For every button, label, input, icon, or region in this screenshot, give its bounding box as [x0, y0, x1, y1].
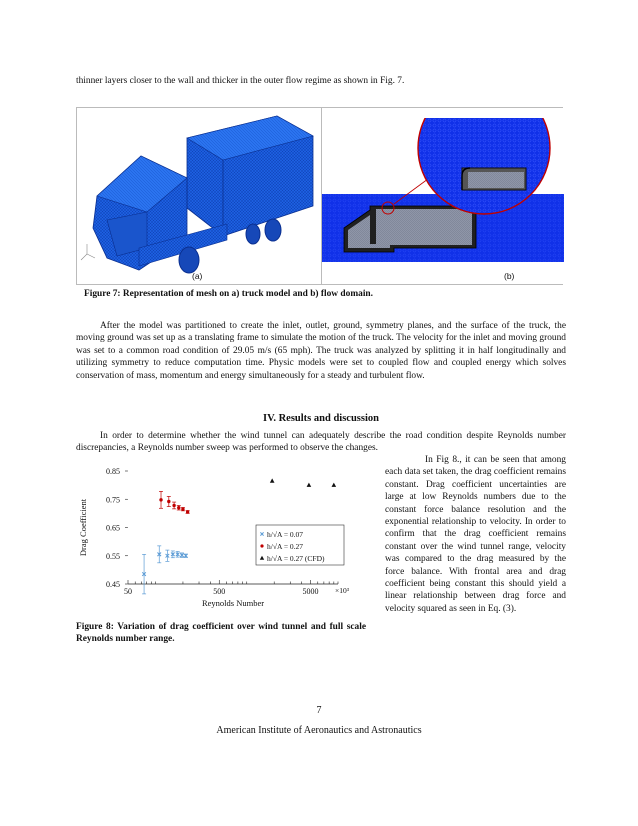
data-point [332, 483, 337, 487]
x-tick-label: 5000 [302, 587, 319, 596]
y-tick-label: 0.55 [106, 551, 120, 561]
panel-b-label: (b) [504, 271, 515, 281]
data-point [159, 498, 162, 501]
legend-label: h/√A = 0.27 (CFD) [267, 554, 325, 563]
paragraph-reynolds-sweep: In order to determine whether the wind tunnel can adequately describe the road condition despite Reynolds number discrepancies, a Reynolds number sweep was performed to observe the changes. [76, 431, 566, 454]
data-point [270, 478, 275, 482]
legend-label: h/√A = 0.07 [267, 530, 304, 539]
x-tick-label: 50 [124, 587, 132, 596]
flow-domain-panel [321, 108, 563, 284]
y-tick-label: 0.75 [106, 495, 120, 505]
legend-label: h/√A = 0.27 [267, 542, 304, 551]
truck-mesh-image [77, 108, 321, 284]
x-tick-label: 500 [213, 587, 226, 596]
panel-a-label: (a) [192, 271, 203, 281]
flow-domain-mesh-image [322, 108, 564, 284]
figure-8-caption: Figure 8: Variation of drag coefficient over wind tunnel and full scale Reynolds number range. [76, 622, 366, 644]
figure-8-chart [76, 455, 358, 615]
data-point [167, 500, 170, 503]
data-point [186, 510, 189, 513]
page-footer: American Institute of Aeronautics and Astronautics [216, 725, 422, 736]
data-point [181, 507, 184, 510]
data-point [177, 506, 180, 509]
section-heading: IV. Results and discussion [263, 413, 379, 424]
x-multiplier-label: ×10³ [335, 586, 349, 595]
y-axis-label: Drag Coefficient [78, 498, 88, 557]
side-text: In Fig 8., it can be seen that among each data set taken, the drag coefficient remains constant. Drag coefficient uncertainties are large at low Reynolds numbers due to the constant force balance resolution and the exponential relationship to velocity. In order to confirm that the drag coefficient remains constant over the wind tunnel range, velocity was compared to the drag measured by the force balance. With frontal area and drag coefficient being constant this should yield a linear relationship between drag force and velocity squared as seen in Eq. (3). [385, 455, 566, 614]
data-point [172, 504, 175, 507]
page-number: 7 [316, 705, 322, 716]
paragraph-mesh-setup: After the model was partitioned to create the inlet, outlet, ground, symmetry planes, and the surface of the truck, the moving ground was set up as a translating frame to simulate the motion of the truck. The velocity for the inlet and moving ground was set to a common road condition of 29.05 m/s (65 mph). The truck was analyzed by splitting it in half longitudinally and utilizing symmetry to reduce computation time. Physic models were set to coupled flow and coupled energy which solves conservation of mass, momentum and energy simultaneously for a steady and turbulent flow. [76, 321, 566, 381]
figure-7 [76, 107, 563, 285]
y-tick-label: 0.85 [106, 467, 120, 476]
top-line: thinner layers closer to the wall and thicker in the outer flow regime as shown in Fig. 7. [76, 76, 405, 86]
y-tick-label: 0.65 [106, 523, 120, 533]
x-axis-label: Reynolds Number [201, 598, 265, 608]
figure-7-caption: Figure 7: Representation of mesh on a) truck model and b) flow domain. [84, 289, 373, 299]
y-tick-label: 0.45 [106, 580, 120, 589]
data-point [307, 483, 312, 487]
truck-mesh-panel [77, 108, 321, 284]
legend-marker [260, 544, 263, 547]
